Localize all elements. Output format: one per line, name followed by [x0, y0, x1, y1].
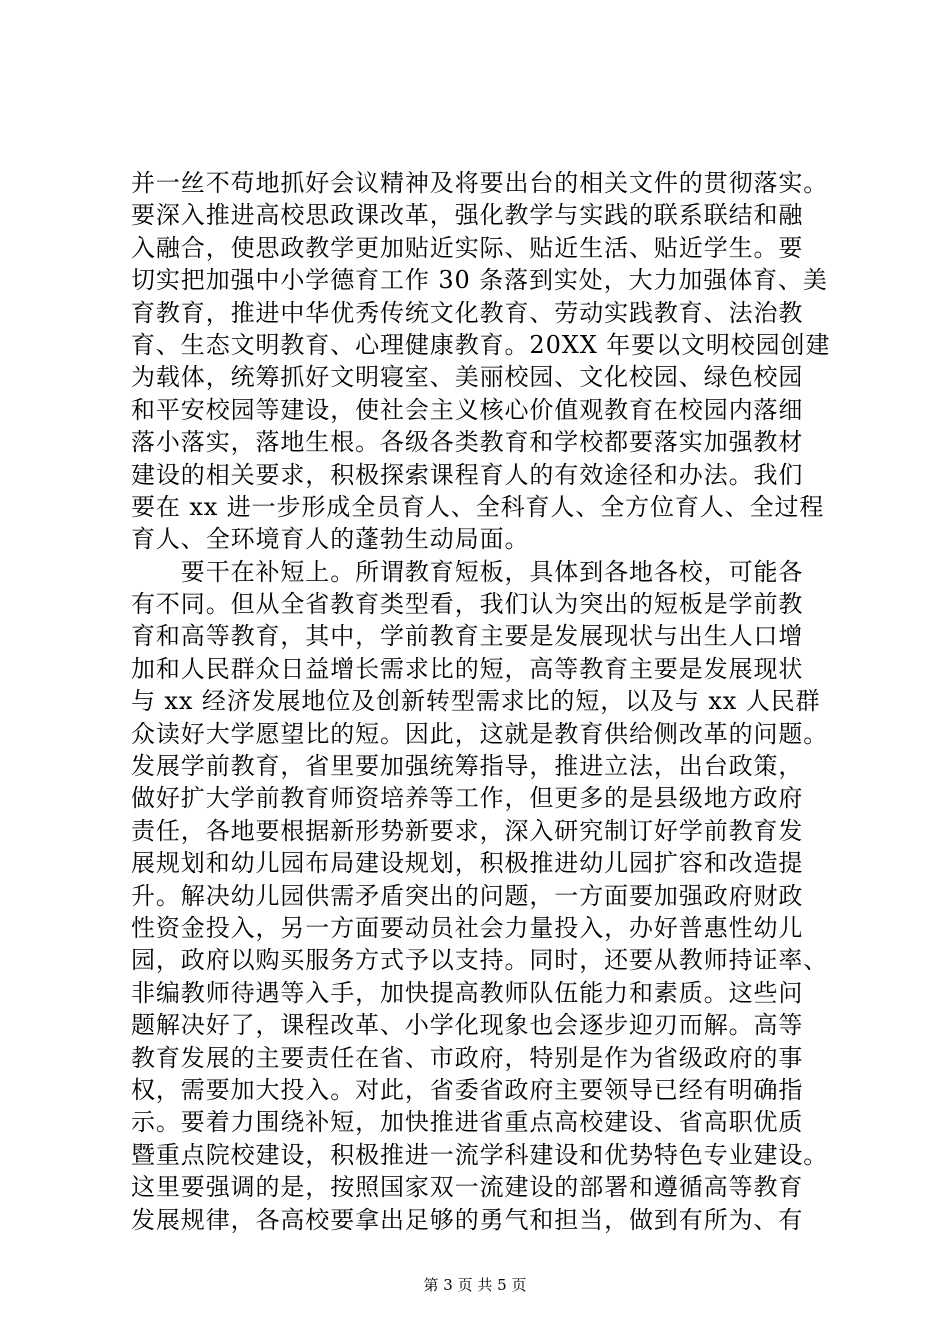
text-line: 权，需要加大投入。对此，省委省政府主要领导已经有明确指	[131, 1075, 804, 1104]
text-line: 为载体，统筹抓好文明寝室、美丽校园、文化校园、绿色校园	[131, 363, 804, 392]
text-line: 要在 xx 进一步形成全员育人、全科育人、全方位育人、全过程	[131, 492, 825, 521]
text-line: 做好扩大学前教育师资培养等工作，但更多的是县级地方政府	[131, 784, 804, 813]
text-line: 育教育，推进中华优秀传统文化教育、劳动实践教育、法治教	[131, 298, 804, 327]
text-line: 育、生态文明教育、心理健康教育。20XX 年要以文明校园创建	[131, 330, 831, 359]
text-line: 要干在补短上。所谓教育短板，具体到各地各校，可能各	[131, 557, 804, 586]
text-line: 升。解决幼儿园供需矛盾突出的问题，一方面要加强政府财政	[131, 881, 804, 910]
text-line: 责任，各地要根据新形势新要求，深入研究制订好学前教育发	[131, 816, 804, 845]
text-line: 非编教师待遇等入手，加快提高教师队伍能力和素质。这些问	[131, 978, 804, 1007]
body-text	[131, 167, 831, 1236]
text-line: 并一丝不苟地抓好会议精神及将要出台的相关文件的贯彻落实。	[131, 169, 829, 197]
text-line: 园，政府以购买服务方式予以支持。同时，还要从教师持证率、	[131, 946, 829, 975]
text-line: 要深入推进高校思政课改革，强化教学与实践的联系联结和融	[131, 201, 804, 230]
text-line: 建设的相关要求，积极探索课程育人的有效途径和办法。我们	[131, 460, 804, 489]
text-line: 教育发展的主要责任在省、市政府，特别是作为省级政府的事	[131, 1043, 804, 1072]
text-line: 性资金投入，另一方面要动员社会力量投入，办好普惠性幼儿	[131, 913, 804, 942]
text-line: 加和人民群众日益增长需求比的短，高等教育主要是发展现状	[131, 654, 804, 683]
text-line: 暨重点院校建设，积极推进一流学科建设和优势特色专业建设。	[131, 1140, 829, 1169]
text-line: 和平安校园等建设，使社会主义核心价值观教育在校园内落细	[131, 395, 804, 424]
text-line: 育和高等教育，其中，学前教育主要是发展现状与出生人口增	[131, 622, 804, 651]
text-line: 有不同。但从全省教育类型看，我们认为突出的短板是学前教	[131, 590, 804, 619]
text-line: 与 xx 经济发展地位及创新转型需求比的短，以及与 xx 人民群	[131, 687, 821, 716]
text-line: 这里要强调的是，按照国家双一流建设的部署和遵循高等教育	[131, 1173, 804, 1202]
text-line: 题解决好了，课程改革、小学化现象也会逐步迎刃而解。高等	[131, 1011, 804, 1040]
text-line: 众读好大学愿望比的短。因此，这就是教育供给侧改革的问题。	[131, 719, 829, 748]
page-footer: 第 3 页 共 5 页	[423, 1276, 527, 1294]
text-line: 展规划和幼儿园布局建设规划，积极推进幼儿园扩容和改造提	[131, 849, 804, 878]
text-line: 发展学前教育，省里要加强统筹指导，推进立法，出台政策，	[131, 752, 804, 781]
text-line: 切实把加强中小学德育工作 30 条落到实处，大力加强体育、美	[131, 266, 828, 295]
text-line: 落小落实，落地生根。各级各类教育和学校都要落实加强教材	[131, 428, 804, 457]
text-line: 发展规律，各高校要拿出足够的勇气和担当，做到有所为、有	[131, 1205, 804, 1234]
text-line: 入融合，使思政教学更加贴近实际、贴近生活、贴近学生。要	[131, 233, 804, 262]
text-line: 育人、全环境育人的蓬勃生动局面。	[131, 525, 530, 554]
text-line: 示。要着力围绕补短，加快推进省重点高校建设、省高职优质	[131, 1108, 804, 1137]
